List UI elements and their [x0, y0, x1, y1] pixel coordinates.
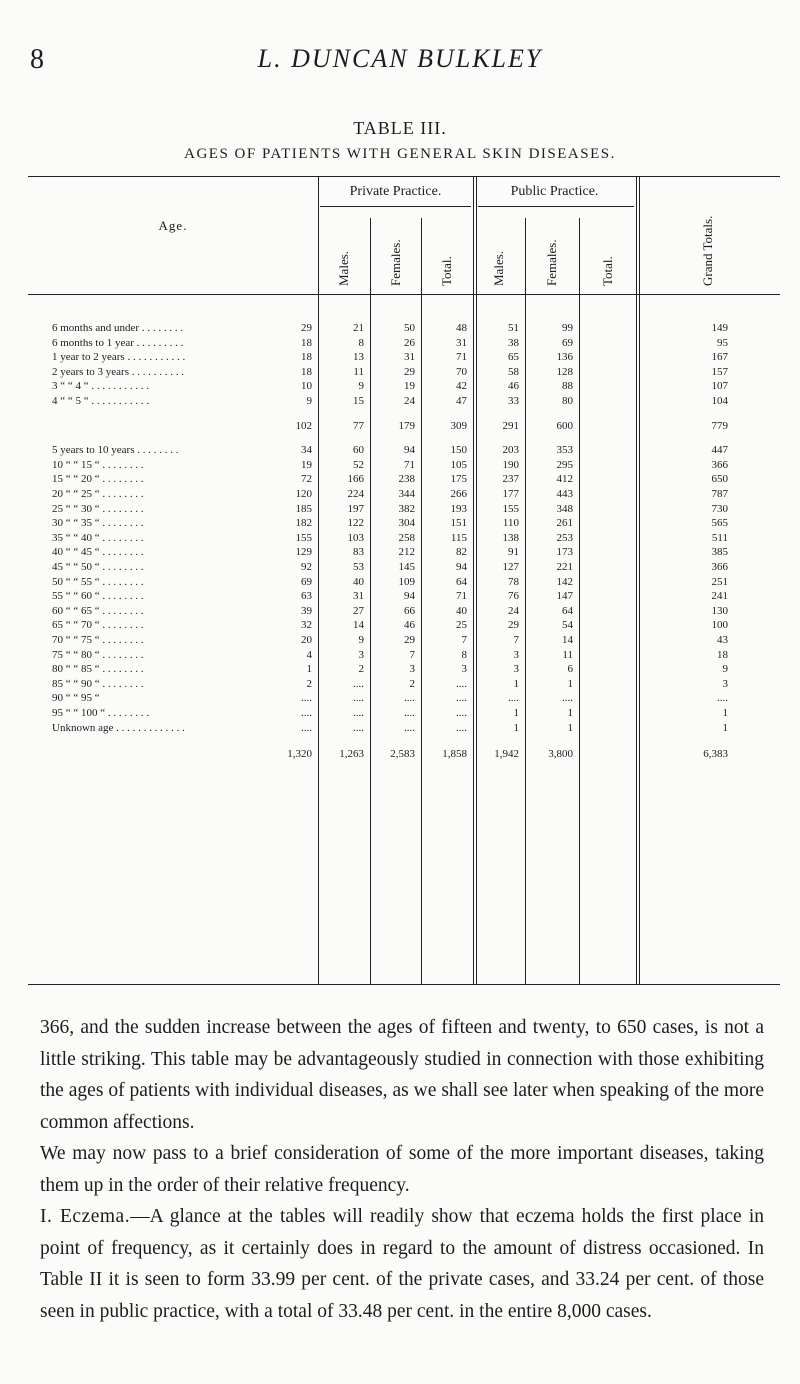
section2-row-cell: .... [353, 692, 364, 705]
section2-row-cell: .... [456, 692, 467, 705]
section2-row-cell: 27 [353, 604, 364, 617]
section2-row-cell: 8 [461, 648, 467, 661]
age-label: 15 “ “ 20 “ . . . . . . . . [52, 473, 144, 486]
section2-row-cell: .... [404, 692, 415, 705]
section2-row-cell: 3 [513, 648, 519, 661]
subtotal-row-cell: 179 [398, 419, 415, 432]
section2-row-cell: 2 [409, 677, 415, 690]
section2-row-cell: 382 [398, 502, 415, 515]
section2-row-cell: .... [404, 721, 415, 734]
grand-total-row-cell: 1,320 [287, 748, 312, 761]
section2-row-cell: 1 [513, 677, 519, 690]
section2-row-cell: 82 [456, 546, 467, 559]
section1-row-cell: 167 [711, 351, 728, 364]
section2-row-cell: 9 [722, 663, 728, 676]
section2-row-cell: 94 [456, 561, 467, 573]
section2-row-cell: 29 [508, 619, 519, 632]
section1-row-cell: 47 [456, 395, 467, 407]
age-label: 3 “ “ 4 “ . . . . . . . . . . . [52, 380, 150, 393]
table-rule [636, 176, 637, 984]
section1-row-cell: 38 [508, 336, 519, 349]
column-header: Females. [387, 239, 403, 286]
paragraph-1: 366, and the sudden increase between the ages of fifteen and twenty, to 650 cases, is not a little striking. This table may be advantageously studied in connection with those exhibiting the ages of patients with individual diseases, as we shall see later when speaking of the more common affections. [40, 1017, 764, 1133]
group-public-practice: Public Practice. [510, 184, 599, 199]
section2-row-cell: 71 [456, 590, 467, 603]
section2-row-cell: 1 [722, 721, 728, 734]
body-text [40, 1012, 764, 1327]
section2-row-cell: 344 [398, 488, 415, 500]
section2-row-cell: 31 [353, 590, 364, 603]
age-label: 70 “ “ 75 “ . . . . . . . . [52, 634, 144, 646]
section1-row-cell: 71 [456, 351, 467, 364]
section1-row-cell: 31 [404, 351, 415, 364]
section1-row-cell: 58 [508, 365, 519, 378]
section2-row-cell: 147 [556, 590, 573, 603]
section1-row-cell: 128 [556, 365, 573, 378]
section1-row-cell: 95 [717, 336, 728, 349]
section2-row-cell: 155 [502, 502, 519, 515]
section2-row-cell: 1 [513, 707, 519, 719]
section2-row-cell: 14 [562, 634, 573, 646]
section1-row-cell: 31 [456, 336, 467, 349]
section2-row-cell: 412 [556, 473, 573, 486]
section2-row-cell: 1 [567, 707, 573, 719]
section2-row-cell: 237 [502, 473, 519, 486]
subtotal-row-cell: 102 [295, 419, 312, 432]
section1-row-cell: 51 [508, 322, 519, 334]
table-rule [525, 218, 526, 984]
age-label: 45 “ “ 50 “ . . . . . . . . [52, 561, 144, 573]
section2-row-cell: 182 [295, 517, 312, 530]
section1-row-cell: 21 [353, 322, 364, 334]
age-label: 1 year to 2 years . . . . . . . . . . . [52, 351, 186, 364]
section2-row-cell: 129 [295, 546, 312, 559]
section2-row-cell: 224 [347, 488, 364, 500]
section1-row-cell: 50 [404, 322, 415, 334]
page-number: 8 [30, 44, 44, 75]
section2-row-cell: 221 [556, 561, 573, 573]
section2-row-cell: 120 [295, 488, 312, 500]
age-label: 6 months and under . . . . . . . . [52, 322, 184, 334]
section2-row-cell: 2 [358, 663, 364, 676]
section2-row-cell: 6 [567, 663, 573, 676]
section2-row-cell: 253 [556, 531, 573, 544]
section2-row-cell: 3 [513, 663, 519, 676]
section1-row-cell: 18 [301, 351, 312, 364]
section2-row-cell: 193 [450, 502, 467, 515]
column-header: Grand Totals. [700, 215, 715, 286]
section2-row-cell: 127 [502, 561, 519, 573]
section2-row-cell: 60 [353, 444, 364, 457]
section2-row-cell: 730 [711, 502, 728, 515]
age-label: 40 “ “ 45 “ . . . . . . . . [52, 546, 144, 559]
section2-row-cell: 190 [502, 458, 519, 471]
section2-row-cell: 9 [358, 634, 364, 646]
section2-row-cell: 295 [556, 458, 573, 471]
section1-row-cell: 9 [306, 395, 312, 407]
section2-row-cell: 64 [562, 604, 573, 617]
section2-row-cell: 1 [306, 663, 312, 676]
age-label: 90 “ “ 95 “ [52, 692, 100, 705]
age-label: 95 “ “ 100 “ . . . . . . . . [52, 707, 150, 719]
section1-row-cell: 9 [358, 380, 364, 393]
table-rule [473, 176, 474, 984]
age-label: 55 “ “ 60 “ . . . . . . . . [52, 590, 144, 603]
section2-row-cell: 92 [301, 561, 312, 573]
section1-row-cell: 107 [711, 380, 728, 393]
subtotal-row-cell: 600 [556, 419, 573, 432]
grand-total-row-cell: 2,583 [390, 748, 415, 761]
section1-row-cell: 42 [456, 380, 467, 393]
subtotal-row-cell: 77 [353, 419, 364, 432]
section2-row-cell: 238 [398, 473, 415, 486]
section1-row-cell: 48 [456, 322, 467, 334]
section2-row-cell: 197 [347, 502, 364, 515]
section1-row-cell: 157 [711, 365, 728, 378]
section2-row-cell: 7 [461, 634, 467, 646]
section2-row-cell: 11 [562, 648, 573, 661]
section2-row-cell: 91 [508, 546, 519, 559]
page-header [0, 44, 800, 84]
section2-row-cell: 64 [456, 575, 467, 588]
section2-row-cell: 251 [711, 575, 728, 588]
section2-row-cell: .... [508, 692, 519, 705]
section2-row-cell: 166 [347, 473, 364, 486]
age-label: 10 “ “ 15 “ . . . . . . . . [52, 458, 144, 471]
section2-row-cell: 241 [711, 590, 728, 603]
section2-row-cell: 366 [711, 561, 728, 573]
section1-row-cell: 136 [556, 351, 573, 364]
grand-total-row-cell: 1,858 [442, 748, 467, 761]
age-label: 6 months to 1 year . . . . . . . . . [52, 336, 184, 349]
table-rule [28, 176, 780, 177]
grand-total-row-cell: 6,383 [703, 748, 728, 761]
section1-row-cell: 46 [508, 380, 519, 393]
section2-row-cell: 94 [404, 590, 415, 603]
running-head: L. DUNCAN BULKLEY [257, 44, 543, 73]
section2-row-cell: 3 [409, 663, 415, 676]
table-subtitle: AGES OF PATIENTS WITH GENERAL SKIN DISEASES. [184, 146, 616, 162]
section2-row-cell: 100 [711, 619, 728, 632]
section2-row-cell: 63 [301, 590, 312, 603]
column-header: Total. [599, 256, 615, 286]
section2-row-cell: 20 [301, 634, 312, 646]
section2-row-cell: 78 [508, 575, 519, 588]
table-rule [421, 218, 422, 984]
section2-row-cell: 348 [556, 502, 573, 515]
section2-row-cell: .... [353, 707, 364, 719]
section1-row-cell: 29 [404, 365, 415, 378]
age-label: Unknown age . . . . . . . . . . . . . [52, 721, 185, 734]
section1-row-cell: 24 [404, 395, 415, 407]
section1-row-cell: 18 [301, 336, 312, 349]
subtotal-row-cell: 291 [502, 419, 519, 432]
table-rule [476, 176, 477, 984]
section1-row-cell: 80 [562, 395, 573, 407]
section1-row-cell: 70 [456, 365, 467, 378]
section2-row-cell: 447 [711, 444, 728, 457]
age-label: 30 “ “ 35 “ . . . . . . . . [52, 517, 144, 530]
section2-row-cell: 565 [711, 517, 728, 530]
section2-row-cell: 122 [347, 517, 364, 530]
section1-row-cell: 29 [301, 322, 312, 334]
eczema-text: —A glance at the tables will readily show that eczema holds the first place in point of frequency, as it certainly does in regard to the amount of distress occasioned. In Table II it is seen to form 33.99 per cent. of the private cases, and 33.24 per cent. of those seen in public practice, with a total of 33.48 per cent. in the entire 8,000 cases. [40, 1206, 764, 1322]
section1-row-cell: 33 [508, 395, 519, 407]
section2-row-cell: 258 [398, 531, 415, 544]
section2-row-cell: 71 [404, 458, 415, 471]
section2-row-cell: 25 [456, 619, 467, 632]
section2-row-cell: 155 [295, 531, 312, 544]
section2-row-cell: 304 [398, 517, 415, 530]
section1-row-cell: 65 [508, 351, 519, 364]
section2-row-cell: 40 [353, 575, 364, 588]
column-header: Males. [491, 250, 506, 286]
section2-row-cell: 3 [358, 648, 364, 661]
age-label: 65 “ “ 70 “ . . . . . . . . [52, 619, 144, 632]
section2-row-cell: 2 [306, 677, 312, 690]
section2-row-cell: 53 [353, 561, 364, 573]
age-label: 50 “ “ 55 “ . . . . . . . . [52, 575, 144, 588]
section2-row-cell: 69 [301, 575, 312, 588]
section2-row-cell: 3 [461, 663, 467, 676]
table-rule [320, 206, 471, 207]
section2-row-cell: 203 [502, 444, 519, 457]
section1-row-cell: 149 [711, 322, 728, 334]
age-label: 5 years to 10 years . . . . . . . . [52, 444, 179, 457]
section1-row-cell: 8 [358, 336, 364, 349]
section1-row-cell: 18 [301, 365, 312, 378]
section2-row-cell: 72 [301, 473, 312, 486]
section2-row-cell: 353 [556, 444, 573, 457]
section1-row-cell: 26 [404, 336, 415, 349]
ages-table [28, 176, 780, 986]
section2-row-cell: 511 [711, 531, 728, 544]
section1-row-cell: 11 [353, 365, 364, 378]
section2-row-cell: 4 [306, 648, 312, 661]
section2-row-cell: 18 [717, 648, 728, 661]
section2-row-cell: 7 [409, 648, 415, 661]
age-label: 80 “ “ 85 “ . . . . . . . . [52, 663, 144, 676]
section2-row-cell: .... [717, 692, 728, 705]
section2-row-cell: .... [301, 692, 312, 705]
section2-row-cell: 138 [502, 531, 519, 544]
section1-row-cell: 13 [353, 351, 364, 364]
section2-row-cell: 115 [450, 531, 467, 544]
section2-row-cell: 366 [711, 458, 728, 471]
grand-total-row-cell: 3,800 [548, 748, 573, 761]
section2-row-cell: 103 [347, 531, 364, 544]
section2-row-cell: .... [353, 677, 364, 690]
section2-row-cell: .... [456, 707, 467, 719]
section2-row-cell: 142 [556, 575, 573, 588]
section2-row-cell: .... [404, 707, 415, 719]
section2-row-cell: 212 [398, 546, 415, 559]
column-header: Total. [439, 256, 454, 286]
section2-row-cell: 173 [556, 546, 573, 559]
section2-row-cell: 43 [717, 634, 728, 646]
table-title: TABLE III. [353, 118, 447, 138]
section2-row-cell: 787 [711, 488, 728, 500]
section2-row-cell: 34 [301, 444, 312, 457]
section2-row-cell: 185 [295, 502, 312, 515]
section2-row-cell: 29 [404, 634, 415, 646]
section2-row-cell: 151 [450, 517, 467, 530]
section2-row-cell: 14 [353, 619, 364, 632]
age-label: 2 years to 3 years . . . . . . . . . . [52, 365, 184, 378]
section1-row-cell: 19 [404, 380, 415, 393]
table-rule [28, 294, 780, 295]
section2-row-cell: 39 [301, 604, 312, 617]
section2-row-cell: 46 [404, 619, 415, 632]
section2-row-cell: 385 [711, 546, 728, 559]
section2-row-cell: 19 [301, 458, 312, 471]
section2-row-cell: 24 [508, 604, 519, 617]
paragraph-2: We may now pass to a brief consideration of some of the more important diseases, taking them up in the order of their relative frequency. [40, 1143, 764, 1196]
section2-row-cell: 7 [513, 634, 519, 646]
section2-row-cell: 32 [301, 619, 312, 632]
section2-row-cell: 54 [562, 619, 573, 632]
section2-row-cell: .... [456, 721, 467, 734]
age-label: 35 “ “ 40 “ . . . . . . . . [52, 531, 144, 544]
section1-row-cell: 104 [711, 395, 728, 407]
group-private-practice: Private Practice. [349, 184, 442, 199]
section1-row-cell: 10 [301, 380, 312, 393]
eczema-heading: I. Eczema. [40, 1206, 131, 1227]
section2-row-cell: .... [353, 721, 364, 734]
grand-total-row-cell: 1,263 [339, 748, 364, 761]
section2-row-cell: 40 [456, 604, 467, 617]
section2-row-cell: 1 [722, 707, 728, 719]
section2-row-cell: 76 [508, 590, 519, 603]
age-label: 85 “ “ 90 “ . . . . . . . . [52, 677, 144, 690]
section2-row-cell: 3 [722, 677, 728, 690]
section2-row-cell: 1 [567, 677, 573, 690]
column-header: Females. [544, 239, 559, 286]
table-rule [579, 218, 580, 984]
section2-row-cell: 66 [404, 604, 415, 617]
table-rule [478, 206, 634, 207]
section1-row-cell: 15 [353, 395, 364, 407]
table-rule [318, 176, 319, 984]
section2-row-cell: 94 [404, 444, 415, 457]
section1-row-cell: 88 [562, 380, 573, 393]
subtotal-row-cell: 779 [711, 419, 728, 432]
section2-row-cell: .... [562, 692, 573, 705]
age-label: 4 “ “ 5 “ . . . . . . . . . . . [52, 395, 150, 407]
section2-row-cell: .... [301, 721, 312, 734]
grand-total-row-cell: 1,942 [494, 748, 519, 761]
age-label: 25 “ “ 30 “ . . . . . . . . [52, 502, 144, 515]
section2-row-cell: 109 [398, 575, 415, 588]
paragraph-3 [40, 1201, 764, 1327]
section1-row-cell: 99 [562, 322, 573, 334]
table-rule [639, 176, 640, 984]
section2-row-cell: 175 [450, 473, 467, 486]
table-rule [28, 984, 780, 985]
section2-row-cell: 150 [450, 444, 467, 457]
column-header: Males. [336, 250, 351, 286]
section2-row-cell: 52 [353, 458, 364, 471]
section2-row-cell: 130 [711, 604, 728, 617]
section2-row-cell: 261 [556, 517, 573, 530]
table-rule [370, 218, 371, 984]
age-label: 20 “ “ 25 “ . . . . . . . . [52, 488, 144, 500]
age-label: 60 “ “ 65 “ . . . . . . . . [52, 604, 144, 617]
section2-row-cell: 443 [556, 488, 573, 500]
section2-row-cell: 83 [353, 546, 364, 559]
section2-row-cell: 177 [502, 488, 519, 500]
section2-row-cell: 110 [502, 517, 519, 530]
section2-row-cell: 266 [450, 488, 467, 500]
section2-row-cell: 650 [711, 473, 728, 486]
section2-row-cell: 1 [513, 721, 519, 734]
age-label: 75 “ “ 80 “ . . . . . . . . [52, 648, 144, 661]
section1-row-cell: 69 [562, 336, 573, 349]
section2-row-cell: .... [456, 677, 467, 690]
section2-row-cell: .... [301, 707, 312, 719]
section2-row-cell: 105 [450, 458, 467, 471]
subtotal-row-cell: 309 [450, 419, 467, 432]
section2-row-cell: 1 [567, 721, 573, 734]
section2-row-cell: 145 [398, 561, 415, 573]
age-column-header: Age. [158, 218, 188, 233]
